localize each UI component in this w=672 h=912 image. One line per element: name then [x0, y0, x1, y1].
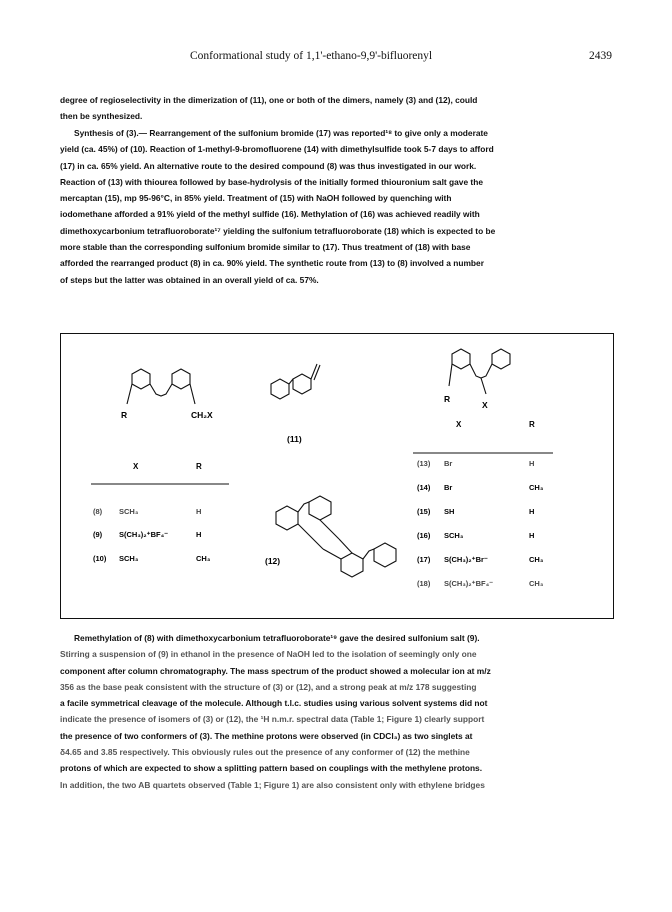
left-table-r: CH₃ — [196, 554, 211, 563]
right-table-label: (16) — [417, 531, 431, 540]
right-table-x: SH — [444, 507, 455, 516]
text-line: component after column chromatography. The mass spectrum of the product showed a molecular ion at m/z — [60, 665, 491, 676]
right-table-x: SCH₃ — [444, 531, 464, 540]
right-table-x: Br — [444, 459, 453, 468]
text-line: of steps but the latter was obtained in an overall yield of ca. 57%. — [60, 274, 319, 285]
right-table-r: CH₃ — [529, 483, 544, 492]
text-line: 356 as the base peak consistent with the structure of (3) or (12), and a strong peak at m/z 178 suggesting — [60, 681, 477, 692]
left-table-label: (9) — [93, 530, 103, 539]
right-table-r: H — [529, 459, 535, 468]
text-line: afforded the rearranged product (8) in ca. 90% yield. The synthetic route from (13) to (8) involved a number — [60, 258, 484, 269]
right-table-r: CH₃ — [529, 579, 544, 588]
text-line: mercaptan (15), mp 95-96°C, in 85% yield. Treatment of (15) with NaOH followed by quenching with — [60, 193, 452, 204]
text-line: dimethoxycarbonium tetrafluoroborate¹⁷ yielding the sulfonium tetrafluoroborate (18) which is expected to be — [60, 225, 496, 236]
text-line: iodomethane afforded a 91% yield of the methyl sulfide (16). Methylation of (16) was achieved readily with — [60, 209, 480, 220]
left-table-r: H — [196, 507, 202, 516]
scheme-drawing — [61, 334, 613, 618]
right-table-label: (18) — [417, 579, 431, 588]
right-table-header-x: X — [456, 420, 462, 429]
left-table-header-r: R — [196, 462, 202, 471]
label-ch2x: CH₂X — [191, 410, 213, 420]
left-table-x: SCH₃ — [119, 554, 139, 563]
paragraph-synthesis — [60, 125, 620, 288]
right-table-x: S(CH₃)₂⁺BF₄⁻ — [444, 579, 494, 588]
left-table-label: (10) — [93, 554, 107, 563]
right-table-r: H — [529, 531, 535, 540]
label-compound-12: (12) — [265, 556, 281, 566]
fluorene-structure-left — [127, 369, 195, 404]
text-line: Reaction of (13) with thiourea followed by base-hydrolysis of the initially formed thiouronium salt gave the — [60, 176, 483, 187]
reaction-scheme-figure — [60, 333, 614, 619]
running-header — [60, 50, 620, 66]
text-line: Synthesis of (3).— Rearrangement of the sulfonium bromide (17) was reported¹⁸ to give only a moderate — [74, 128, 488, 138]
right-table-label: (13) — [417, 459, 431, 468]
text-line: the presence of two conformers of (3). The methine protons were observed (in CDCl₃) as two singlets at — [60, 730, 473, 741]
right-table-header-r: R — [529, 420, 535, 429]
left-table-x: SCH₃ — [119, 507, 139, 516]
paragraph-remethylation — [60, 630, 620, 793]
fluorene-structure-right — [449, 349, 510, 394]
label-r-left: R — [121, 410, 128, 420]
label-compound-11: (11) — [287, 434, 302, 444]
paragraph-intro — [60, 92, 620, 125]
text-line: more stable than the corresponding sulfonium bromide similar to (17). Thus treatment of (18) with base — [60, 242, 471, 253]
right-table-r: CH₃ — [529, 555, 544, 564]
text-line: degree of regioselectivity in the dimerization of (11), one or both of the dimers, namely (3) and (12), could — [60, 95, 478, 105]
text-line: indicate the presence of isomers of (3) or (12), the ¹H n.m.r. spectral data (Table 1; Figure 1) clearly support — [60, 714, 485, 725]
text-line: δ4.65 and 3.85 respectively. This obviously rules out the presence of any conformer of (12) the methine — [60, 747, 470, 758]
running-title: Conformational study of 1,1'-ethano-9,9'-bifluorenyl — [190, 50, 433, 62]
label-r-right: R — [444, 394, 451, 404]
text-line: protons of which are expected to show a splitting pattern based on couplings with the methylene protons. — [60, 763, 483, 774]
right-table-label: (14) — [417, 483, 431, 492]
text-line: (17) in ca. 65% yield. An alternative route to the desired compound (8) was thus investigated in our work. — [60, 160, 477, 171]
right-table-r: H — [529, 507, 535, 516]
page-number: 2439 — [589, 50, 612, 62]
benzofulvene-structure — [271, 364, 320, 399]
right-table-x: S(CH₃)₂⁺Br⁻ — [444, 555, 488, 564]
right-table-label: (17) — [417, 555, 431, 564]
dimer-structure — [276, 496, 396, 577]
right-table-label: (15) — [417, 507, 431, 516]
label-x-right: X — [482, 400, 488, 410]
text-line: yield (ca. 45%) of (10). Reaction of 1-methyl-9-bromofluorene (14) with dimethylsulfide took 5-7 days to afford — [60, 144, 494, 155]
text-line: In addition, the two AB quartets observed (Table 1; Figure 1) are also consistent only with ethylene bridges — [60, 779, 485, 790]
text-line: Stirring a suspension of (9) in ethanol in the presence of NaOH led to the isolation of seemingly only one — [60, 649, 477, 660]
left-table-label: (8) — [93, 507, 103, 516]
text-line: then be synthesized. — [60, 111, 143, 122]
right-table-x: Br — [444, 483, 453, 492]
left-table-r: H — [196, 530, 202, 539]
text-line: Remethylation of (8) with dimethoxycarbonium tetrafluoroborate¹⁹ gave the desired sulfonium salt (9). — [74, 633, 480, 643]
text-line: a facile symmetrical cleavage of the molecule. Although t.l.c. studies using various solvent systems did not — [60, 698, 488, 709]
left-table-x: S(CH₃)₂⁺BF₄⁻ — [119, 530, 169, 539]
left-table-header-x: X — [133, 462, 139, 471]
